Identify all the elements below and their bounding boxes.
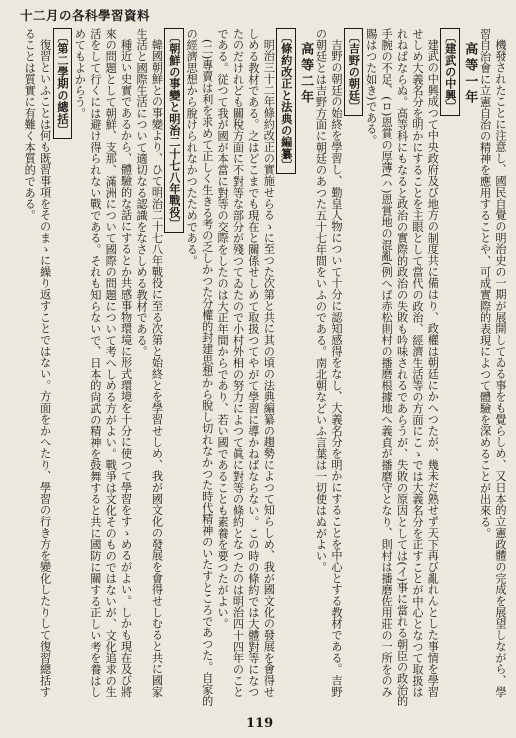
subsection-label: 〔朝鮮の事變と明治二十七八年戰役〕 [164, 28, 183, 233]
paragraph-note-two: (二)專賣は利を求めて正しく生きる考の乏しかつた分權的封建思想から脫し切れなかつた時代精神のいたすところであつた。自家的の經濟思想から脫けられなかつたためである。 [185, 28, 214, 707]
subsection-heading-yoshino [344, 28, 363, 708]
subsection-heading-korea [164, 28, 183, 708]
subsection-heading-review [53, 28, 72, 708]
subsection-heading-kenmu [440, 28, 459, 708]
subsection-label: 〔第二學期の總括〕 [53, 28, 72, 139]
paragraph-korea-method: 種近い史實であるから、體驗的な話にするとか共感事物環境に形式環境を十分に使つて學習をすゝめるがよい。しかも現在及び將來の問題として朝鮮、支那、滿洲について國際の問題について考へしめる方がよい。戰爭は文化そのものではないが、文化追求の生活をして行くには避け得られない戰である。それも知らないで、日本的尙武の精神を鼓舞すると共に國防に關する正しい考を養はしめてもよからう。 [73, 28, 133, 698]
subsection-label: 〔建武の中興〕 [440, 28, 459, 116]
paragraph-kenmu: 建武の中興成つて中央政府及び地方の制度共に備はり、政權は朝廷にかへつたが、幾未だ熟せず天下再び亂れんとした事情を學習せしめ大義名分を明かにすることを主眼として當代の政治、經濟生活等の方面にこゝでは大義名分を正すことが中心となつて取扱はれねばならぬ。高等科にもなると政治の實際的政治の失敗も吟味されるであらうが、失敗の原因としては(イ)事に當れる朝臣の政治的手腕の不足、(ロ)恩賞の厚薄(ハ)恩賞地の混亂(例へば赤松則村の播磨根據地へ義貞が播磨守となり、則村は播磨佐用莊の一所をのみ賜はつた如き)である。 [364, 28, 440, 707]
section-heading-second-year: 高等二年 [298, 42, 314, 106]
paragraph-intro: 機發されたことに注意し、國民自覺の明治史の一期が展開してゐる事をも覺らしめ、又日本的立憲政體の完成を展望しながら、學習自治會に立憲自治の精神を應用することや、可成實際的表現によつて體驗を深めることが出來る。 [478, 28, 507, 698]
subsection-label: 〔條約改正と法典の編纂〕 [276, 28, 295, 174]
paragraph-yoshino: 吉野の朝廷の始終を學習し、勤皇人物について十分に認知感得をなし、大義名分を明かにすることを中心とする教材である。吉野の朝廷とは吉野方面に朝廷のあつた五十七年間をいふのである。南北朝などいふ言葉は一切使はぬがよい。 [314, 28, 343, 698]
subsection-label: 〔吉野の朝廷〕 [344, 28, 363, 116]
page-number: 119 [246, 716, 274, 731]
paragraph-korea: 韓國朝鮮との事變より、ひて明治二十七八年戰役に至る次第と始終とを學習せしめ、我が國文化の發展を會得せしむると共に國家生活と國際生活について適切なる認識をなさしめる教材である。 [135, 28, 164, 698]
running-head: 十二月の各科學習資料 [20, 8, 151, 23]
body-text [14, 28, 508, 708]
subsection-heading-treaty [276, 28, 295, 708]
paragraph-review: 復習といふことは何も既習事項をそのまゝに繰り返すことではない。方面をかへたり、學習の行き方を變化したりして復習總括することは質實に有難く本質的である。 [23, 28, 52, 698]
section-heading-first-year: 高等一年 [462, 42, 478, 106]
paragraph-treaty: 明治三十二年條約改正の實施せらるゝに至つた次第と共に其の頃の法典編纂の趨勢によつて知らしめ、我が國文化の發展を會得せしめる教材である。之はどこまでも現在と關係せしめて取扱つてやがて學習に導かねばならない。この時の條約では大體對等になつたのだけれども關稅方面に不對等な部分が殘つてゐたので小村外相の努力によつて眞に對等の條約となつたのは明治四十四年のことである。従つて我が國が本當に對等の交際をしたのは大正年間からであり、若い國であることも素養を要つたがよい。 [216, 28, 276, 698]
